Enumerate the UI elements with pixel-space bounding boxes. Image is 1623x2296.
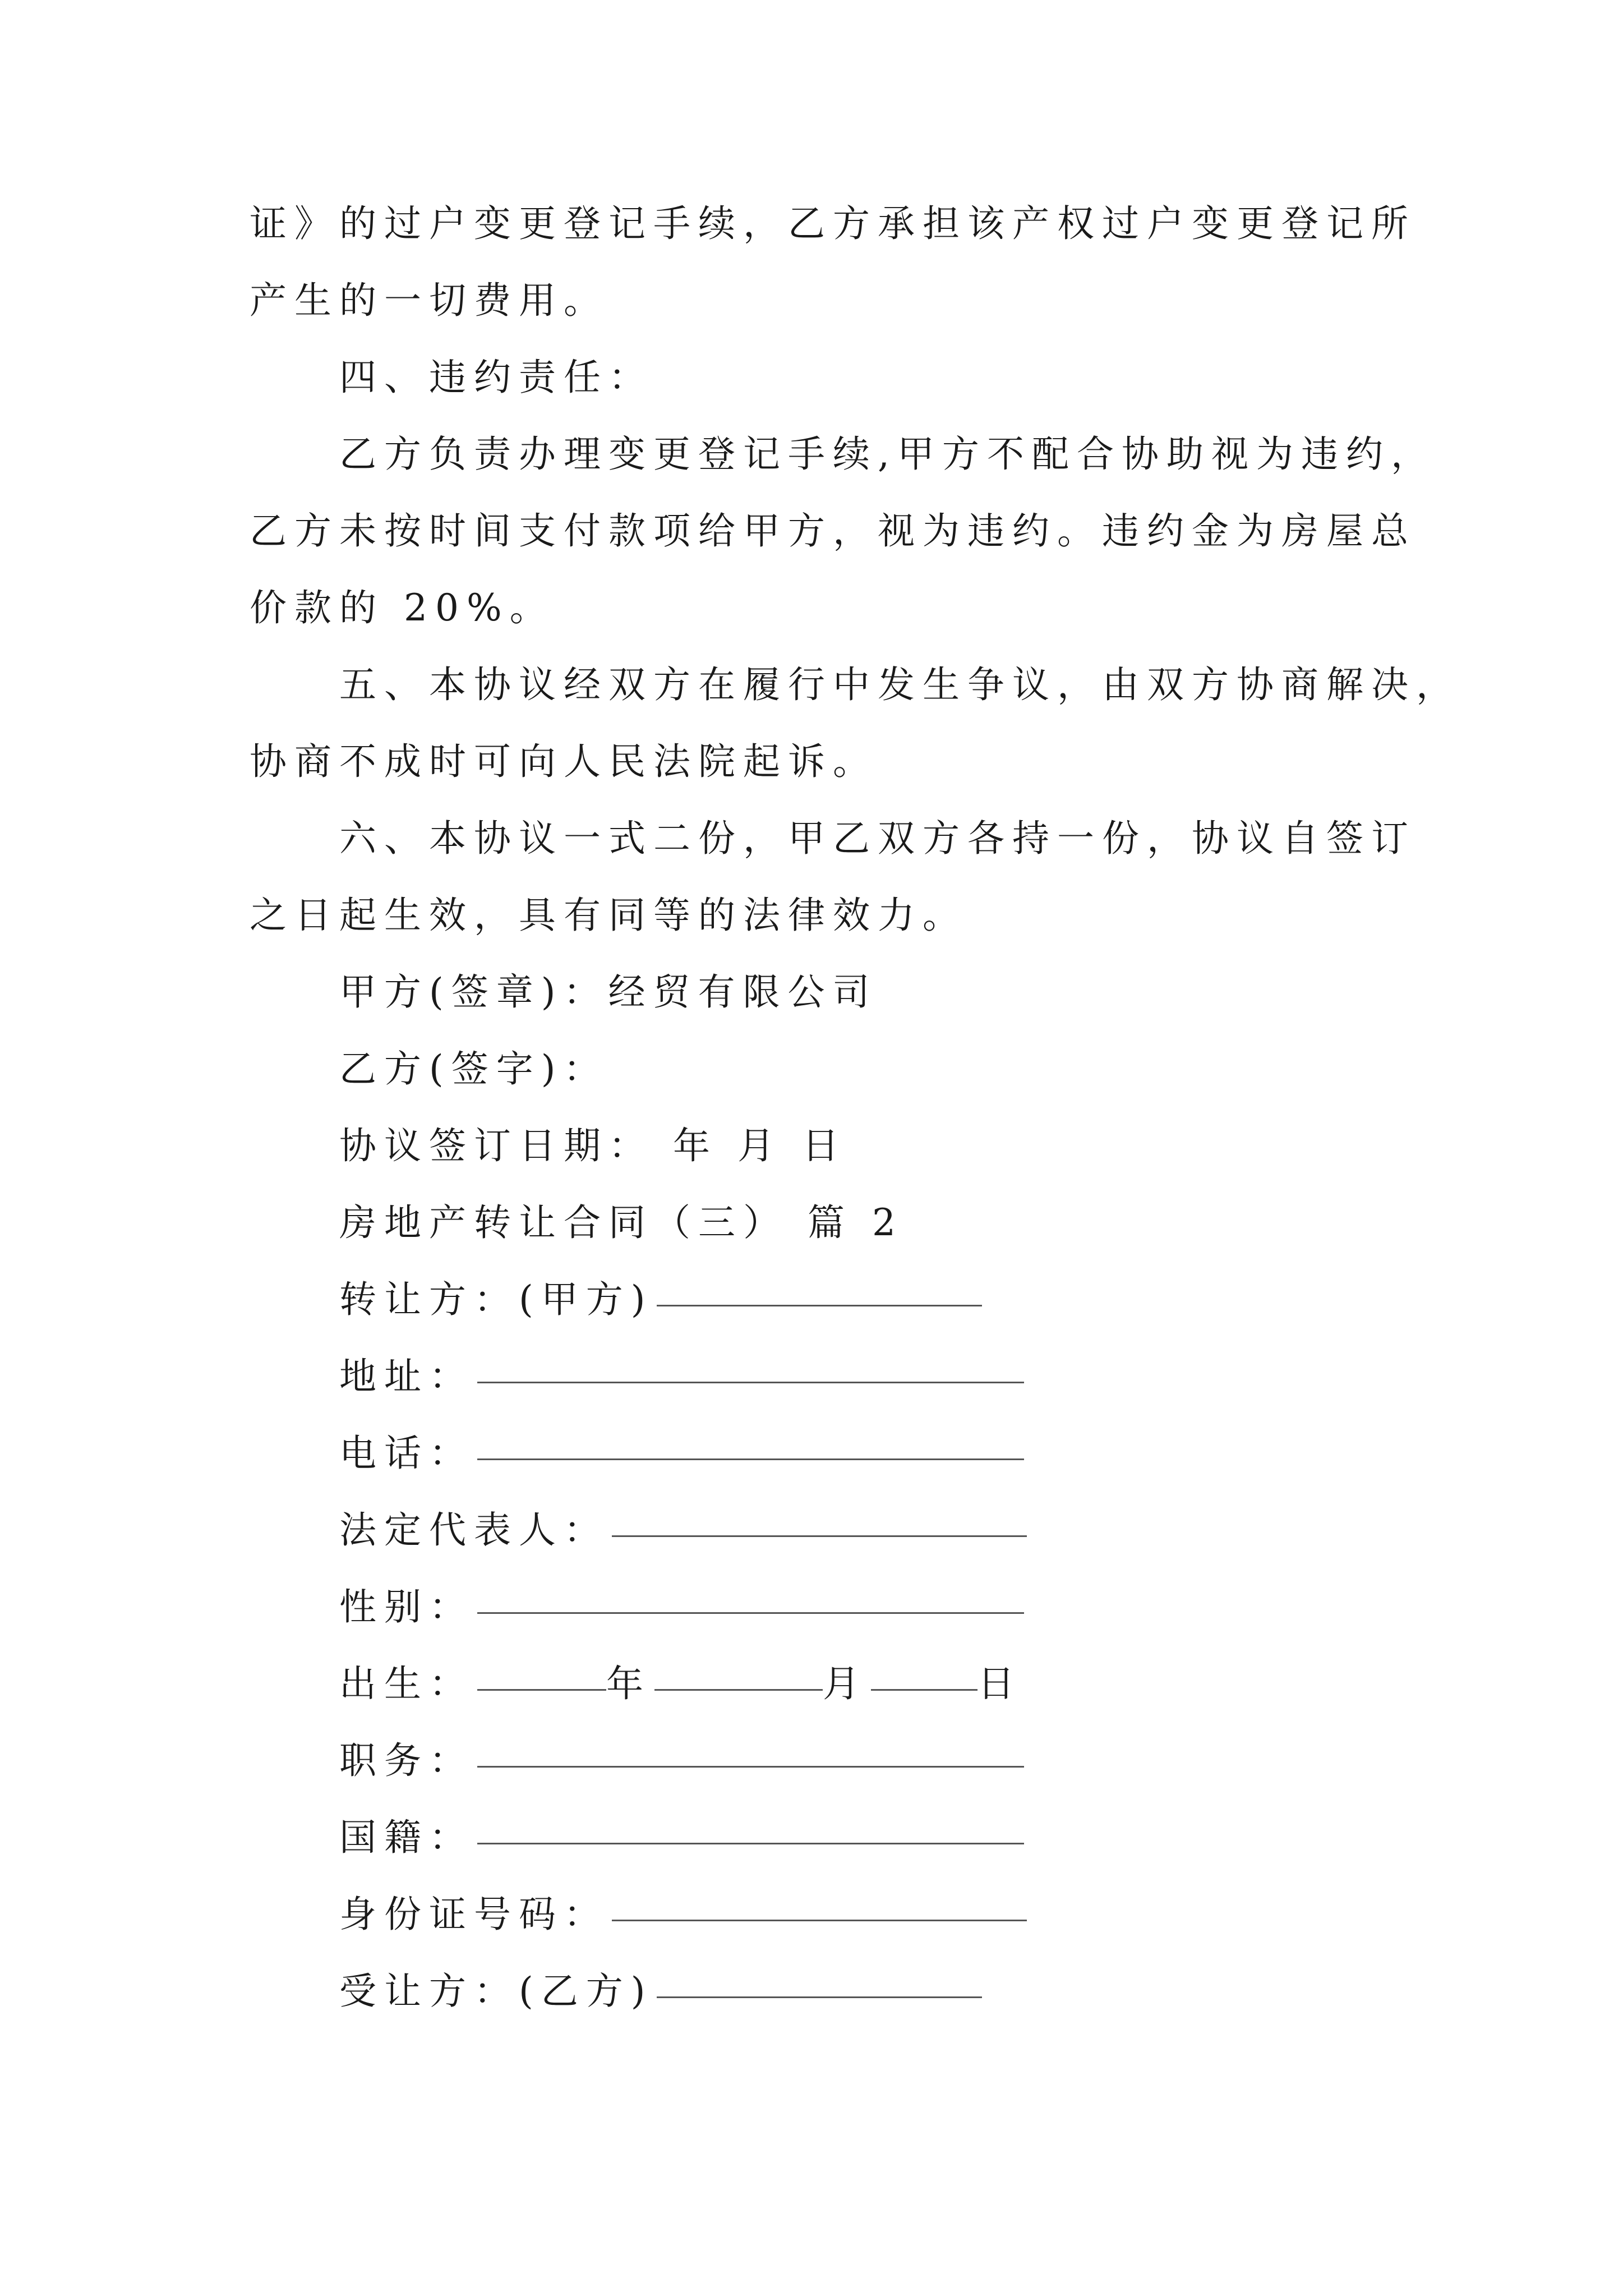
birth-year-unit: 年	[606, 1662, 651, 1705]
transferor-blank[interactable]	[657, 1261, 982, 1306]
transferor-label: 转让方：(甲方)	[339, 1278, 653, 1321]
position-label: 职务：	[339, 1739, 474, 1782]
id-number-field	[339, 1876, 1027, 1953]
party-a-signature: 甲方(签章)：经贸有限公司	[339, 970, 878, 1014]
gender-field	[339, 1568, 1024, 1645]
id-number-label: 身份证号码：	[339, 1893, 608, 1936]
paragraph-3-line-2: 产生的一切费用。	[250, 279, 608, 322]
birth-month-unit: 月	[823, 1662, 868, 1705]
birth-field	[339, 1645, 1022, 1722]
legal-representative-blank[interactable]	[612, 1492, 1027, 1537]
transferee-label: 受让方：(乙方)	[339, 1970, 653, 2013]
nationality-field	[339, 1799, 1024, 1876]
paragraph-4-line-1: 乙方负责办理变更登记手续,甲方不配合协助视为违约，	[339, 432, 1436, 476]
birth-year-blank[interactable]	[477, 1645, 606, 1691]
address-field	[339, 1338, 1024, 1415]
nationality-blank[interactable]	[477, 1799, 1024, 1844]
birth-month-blank[interactable]	[654, 1645, 823, 1691]
transferee-field	[339, 1953, 982, 2030]
nationality-label: 国籍：	[339, 1816, 474, 1859]
signing-date: 协议签订日期： 年 月 日	[339, 1124, 847, 1167]
legal-representative-field	[339, 1492, 1027, 1568]
birth-day-blank[interactable]	[871, 1645, 978, 1691]
id-number-blank[interactable]	[612, 1876, 1027, 1921]
gender-blank[interactable]	[477, 1568, 1024, 1614]
address-blank[interactable]	[477, 1338, 1024, 1383]
phone-blank[interactable]	[477, 1415, 1024, 1460]
paragraph-5-line-1: 五、本协议经双方在履行中发生争议，由双方协商解决，	[339, 663, 1461, 706]
paragraph-5-line-2: 协商不成时可向人民法院起诉。	[250, 740, 878, 783]
gender-label: 性别：	[339, 1585, 474, 1628]
section-2-heading: 房地产转让合同（三） 篇 2	[339, 1201, 903, 1244]
transferor-field	[339, 1261, 982, 1338]
paragraph-3-line-1: 证》的过户变更登记手续，乙方承担该产权过户变更登记所	[250, 202, 1416, 245]
party-b-signature: 乙方(签字)：	[339, 1047, 608, 1091]
position-field	[339, 1722, 1024, 1799]
paragraph-4-line-2: 乙方未按时间支付款项给甲方，视为违约。违约金为房屋总	[250, 509, 1416, 553]
position-blank[interactable]	[477, 1722, 1024, 1768]
section-4-title: 四、违约责任：	[339, 356, 653, 399]
paragraph-6-line-1: 六、本协议一式二份，甲乙双方各持一份，协议自签订	[339, 817, 1416, 860]
birth-day-unit: 日	[978, 1662, 1022, 1705]
transferee-blank[interactable]	[657, 1953, 982, 1998]
paragraph-4-line-3: 价款的 20%。	[250, 586, 555, 629]
phone-field	[339, 1415, 1024, 1492]
phone-label: 电话：	[339, 1432, 474, 1475]
address-label: 地址：	[339, 1355, 474, 1398]
paragraph-6-line-2: 之日起生效，具有同等的法律效力。	[250, 894, 967, 937]
birth-label: 出生：	[339, 1662, 474, 1705]
legal-representative-label: 法定代表人：	[339, 1508, 608, 1552]
